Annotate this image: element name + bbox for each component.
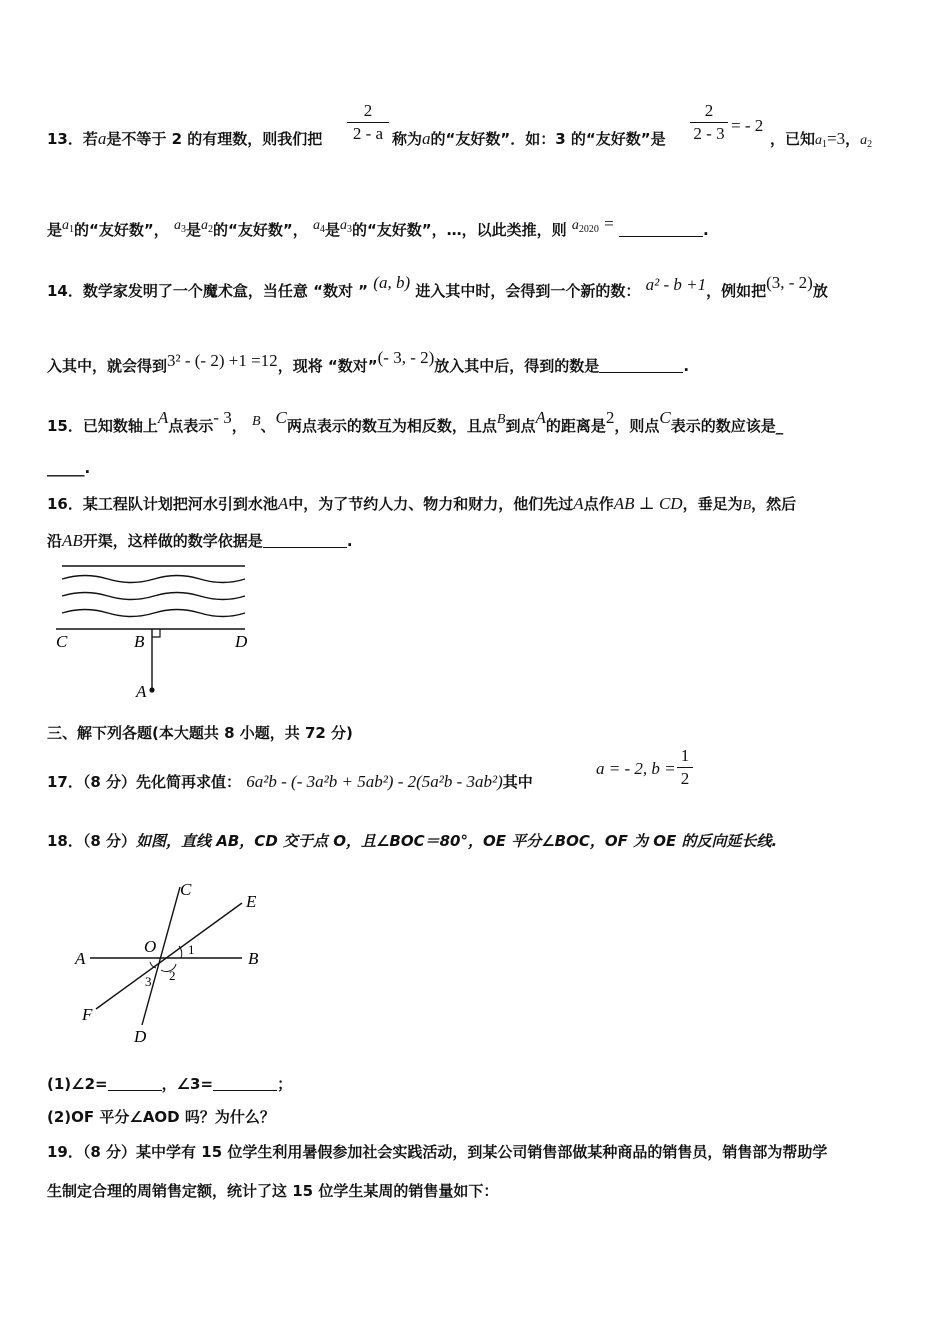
q15-text-9: 表示的数应该是_ <box>670 417 784 435</box>
q18-angle3-blank[interactable] <box>213 1076 277 1091</box>
q13-example-fraction <box>690 101 728 144</box>
q13-example-num: 2 <box>690 101 728 123</box>
q14-answer-blank[interactable] <box>599 358 683 373</box>
q13-text-5: ，已知 <box>770 130 816 148</box>
q17-half-den: 2 <box>680 769 690 788</box>
q19-score: （8 分） <box>82 1143 137 1161</box>
q18-part2: (2)OF 平分∠AOD 吗？为什么？ <box>47 1108 275 1126</box>
q14-l2-pair: (- 3, - 2) <box>377 348 435 367</box>
q16-line1 <box>47 493 796 514</box>
q15-line2 <box>47 459 90 477</box>
q16-text-1: 某工程队计划把河水引到水池 <box>82 495 278 513</box>
label-F: F <box>82 1005 93 1024</box>
q18-angle2-blank[interactable] <box>108 1076 162 1091</box>
q15-text-7: 的距离是 <box>545 417 606 435</box>
q13-line2 <box>47 214 709 240</box>
q13-var-a-2: a <box>422 129 431 148</box>
q13-l2-a2: $a_2$ <box>200 218 213 235</box>
q13-l2-a2020: $a_{2020}$ <box>571 218 599 235</box>
q18-number: 18． <box>47 832 83 850</box>
q14-text-3: ，例如把 <box>706 282 767 300</box>
q13-number: 13． <box>47 130 83 148</box>
q15-text-2: 点表示 <box>168 417 214 435</box>
q13-end: . <box>702 221 709 239</box>
label-E: E <box>246 892 257 911</box>
q15-C2: C <box>659 408 671 427</box>
q15-A2: A <box>535 408 546 427</box>
point-A-dot <box>149 687 154 692</box>
q17-line <box>47 771 533 792</box>
q13-a2020-sub: 2020 <box>578 224 599 235</box>
q13-a1-eq: =3 <box>827 129 846 148</box>
label-D: D <box>134 1027 147 1046</box>
q13-line1b <box>392 128 666 149</box>
q18-part1 <box>47 1073 292 1094</box>
q17-text-1: 先化简再求值： <box>136 773 242 791</box>
label-B: B <box>248 949 259 968</box>
q15-text-8: ，则点 <box>614 417 660 435</box>
q13-line1 <box>47 128 322 149</box>
q14-number: 14． <box>47 282 83 300</box>
river-wave-1 <box>62 576 245 583</box>
q13-fraction-num: 2 <box>347 101 389 123</box>
q15-B2: B <box>496 412 506 427</box>
q16-number: 16． <box>47 495 83 513</box>
line-EF <box>96 903 242 1009</box>
q13-fraction-def <box>347 101 389 144</box>
label-3: 3 <box>145 974 152 989</box>
q13-l2-a3b: $a_3$ <box>339 218 352 235</box>
q13-l2-a3: $a_3$ <box>173 218 186 235</box>
q19-line2: 生制定合理的周销售定额，统计了这 15 位学生某周的销售量如下： <box>47 1182 499 1200</box>
q13-l2-a4: $a_4$ <box>312 218 325 235</box>
q16-end: . <box>346 532 353 550</box>
q16-river-figure <box>50 560 260 705</box>
q17-text-2: 其中 <box>502 773 533 791</box>
q19-line1 <box>47 1141 827 1162</box>
q16-text-3: 点作 <box>583 495 614 513</box>
q13-l2-eq: = <box>604 214 614 233</box>
q17-score: （8 分） <box>82 773 137 791</box>
q18-p1-text-c: ； <box>277 1075 293 1093</box>
q14-text-4: 放 <box>812 282 828 300</box>
q16-answer-blank[interactable] <box>263 533 347 548</box>
q18-p1-text-a: (1)∠2= <box>47 1075 108 1093</box>
q15-distance: 2 <box>605 408 615 427</box>
q14-l2-text-1: 入其中，就会得到 <box>47 357 168 375</box>
q13-example-eq: = - 2 <box>731 116 764 135</box>
q14-line1 <box>47 273 828 301</box>
q13-fraction-den: 2 - a <box>352 124 384 143</box>
q13-l2-text-2: 的“友好数”， <box>74 221 169 239</box>
q16-A: A <box>277 494 289 513</box>
q16-perp: AB ⊥ CD <box>613 494 683 513</box>
q16-text-2: 中，为了节约人力、物力和财力，他们先过 <box>288 495 574 513</box>
q16-AB: AB <box>62 531 83 550</box>
q13-line1c <box>770 128 872 150</box>
line-CD <box>142 887 180 1025</box>
label-1: 1 <box>188 942 195 957</box>
q15-text-5: 两点表示的数互为相反数，且点 <box>286 417 497 435</box>
q14-pair: (a, b) <box>373 273 411 292</box>
q15-text-3: ， <box>231 417 247 435</box>
q13-example-den: 2 - 3 <box>693 124 725 143</box>
q13-l2-text-3: 是 <box>185 221 201 239</box>
q18-text: 如图，直线 AB，CD 交于点 O，且∠BOC＝80°，OE 平分∠BOC，OF 为 OE 的反向延长线. <box>136 832 778 850</box>
label-D: D <box>235 632 248 651</box>
q13-l2-a1: $a_1$ <box>62 218 75 235</box>
q13-l2-text-4: 的“友好数”， <box>212 221 308 239</box>
q13-text-6: ， <box>845 130 861 148</box>
q16-B: B <box>742 498 752 513</box>
q13-l2-text-6: 的“友好数”，…，以此类推，则 <box>351 221 567 239</box>
label-C: C <box>56 632 68 651</box>
q15-line1 <box>47 408 783 436</box>
q13-text-2: 是不等于 2 的有理数，则我们把 <box>106 130 323 148</box>
q14-line2 <box>47 348 689 376</box>
q13-text-4: 的“友好数”．如：3 的“友好数”是 <box>430 130 666 148</box>
q16-text-5: ，然后 <box>751 495 797 513</box>
q15-text-1: 已知数轴上 <box>82 417 158 435</box>
q14-l2-text-2: ，现将 “数对” <box>277 357 378 375</box>
q16-line2 <box>47 530 353 551</box>
q15-text-6: 到点 <box>505 417 536 435</box>
q16-A2: A <box>573 494 584 513</box>
q16-l2-text-1: 沿 <box>47 532 63 550</box>
q17-number: 17． <box>47 773 83 791</box>
q17-expr: 6a²b - (- 3a²b + 5ab²) - 2(5a²b - 3ab²) <box>246 772 503 791</box>
q14-text-2: 进入其中时，会得到一个新的数： <box>415 282 641 300</box>
q18-line <box>47 830 777 851</box>
q17-half-num: 1 <box>677 746 693 768</box>
q16-l2-text-2: 开渠，这样做的数学依据是 <box>82 532 263 550</box>
label-O: O <box>144 937 157 956</box>
q18-p1-text-b: ，∠3= <box>161 1075 214 1093</box>
q15-text-4: 、 <box>260 417 276 435</box>
q15-A: A <box>157 408 169 427</box>
q13-var-a: a <box>97 129 107 148</box>
q14-l2-text-3: 放入其中后，得到的数是 <box>434 357 600 375</box>
q13-l2-text-5: 是 <box>324 221 340 239</box>
q15-value: - 3 <box>213 408 232 427</box>
q15-C: C <box>275 408 287 427</box>
q13-text-1: 若 <box>82 130 98 148</box>
q18-lines-figure <box>70 875 280 1050</box>
q13-a2: $a_2$ <box>860 133 873 150</box>
section-3-heading: 三、解下列各题(本大题共 8 小题，共 72 分) <box>47 724 353 742</box>
q13-a1: $a_1$ <box>815 133 828 150</box>
q19-number: 19． <box>47 1143 83 1161</box>
label-A: A <box>75 949 86 968</box>
q13-l2-text-1: 是 <box>47 221 63 239</box>
label-B: B <box>134 632 145 651</box>
q15-answer-blank[interactable]: _____. <box>47 459 91 477</box>
q19-text-1: 某中学有 15 位学生利用暑假参加社会实践活动，到某公司销售部做某种商品的销售员，销售部为帮助学 <box>136 1143 828 1161</box>
river-wave-2 <box>62 593 245 600</box>
q15-B: B <box>251 414 261 429</box>
q14-l2-expr: 3² - (- 2) +1 =12 <box>167 351 278 370</box>
q14-end: . <box>683 357 690 375</box>
label-A: A <box>136 682 147 701</box>
q15-number: 15． <box>47 417 83 435</box>
q13-text-3: 称为 <box>392 130 423 148</box>
q14-text-1: 数学家发明了一个魔术盒，当任意 “数对 ” <box>82 282 369 300</box>
right-angle-mark <box>152 629 160 637</box>
q17-condition: a = - 2, b = <box>596 759 676 778</box>
label-2: 2 <box>169 968 176 983</box>
q17-half <box>677 746 693 789</box>
q18-score: （8 分） <box>82 832 137 850</box>
q14-example-pair: (3, - 2) <box>766 273 813 292</box>
angle-3-arc <box>150 962 156 968</box>
label-C: C <box>180 880 192 899</box>
river-wave-3 <box>62 610 245 617</box>
q14-expr: a² - b +1 <box>645 275 707 294</box>
q16-text-4: ，垂足为 <box>682 495 743 513</box>
q13-answer-blank[interactable] <box>619 222 703 237</box>
